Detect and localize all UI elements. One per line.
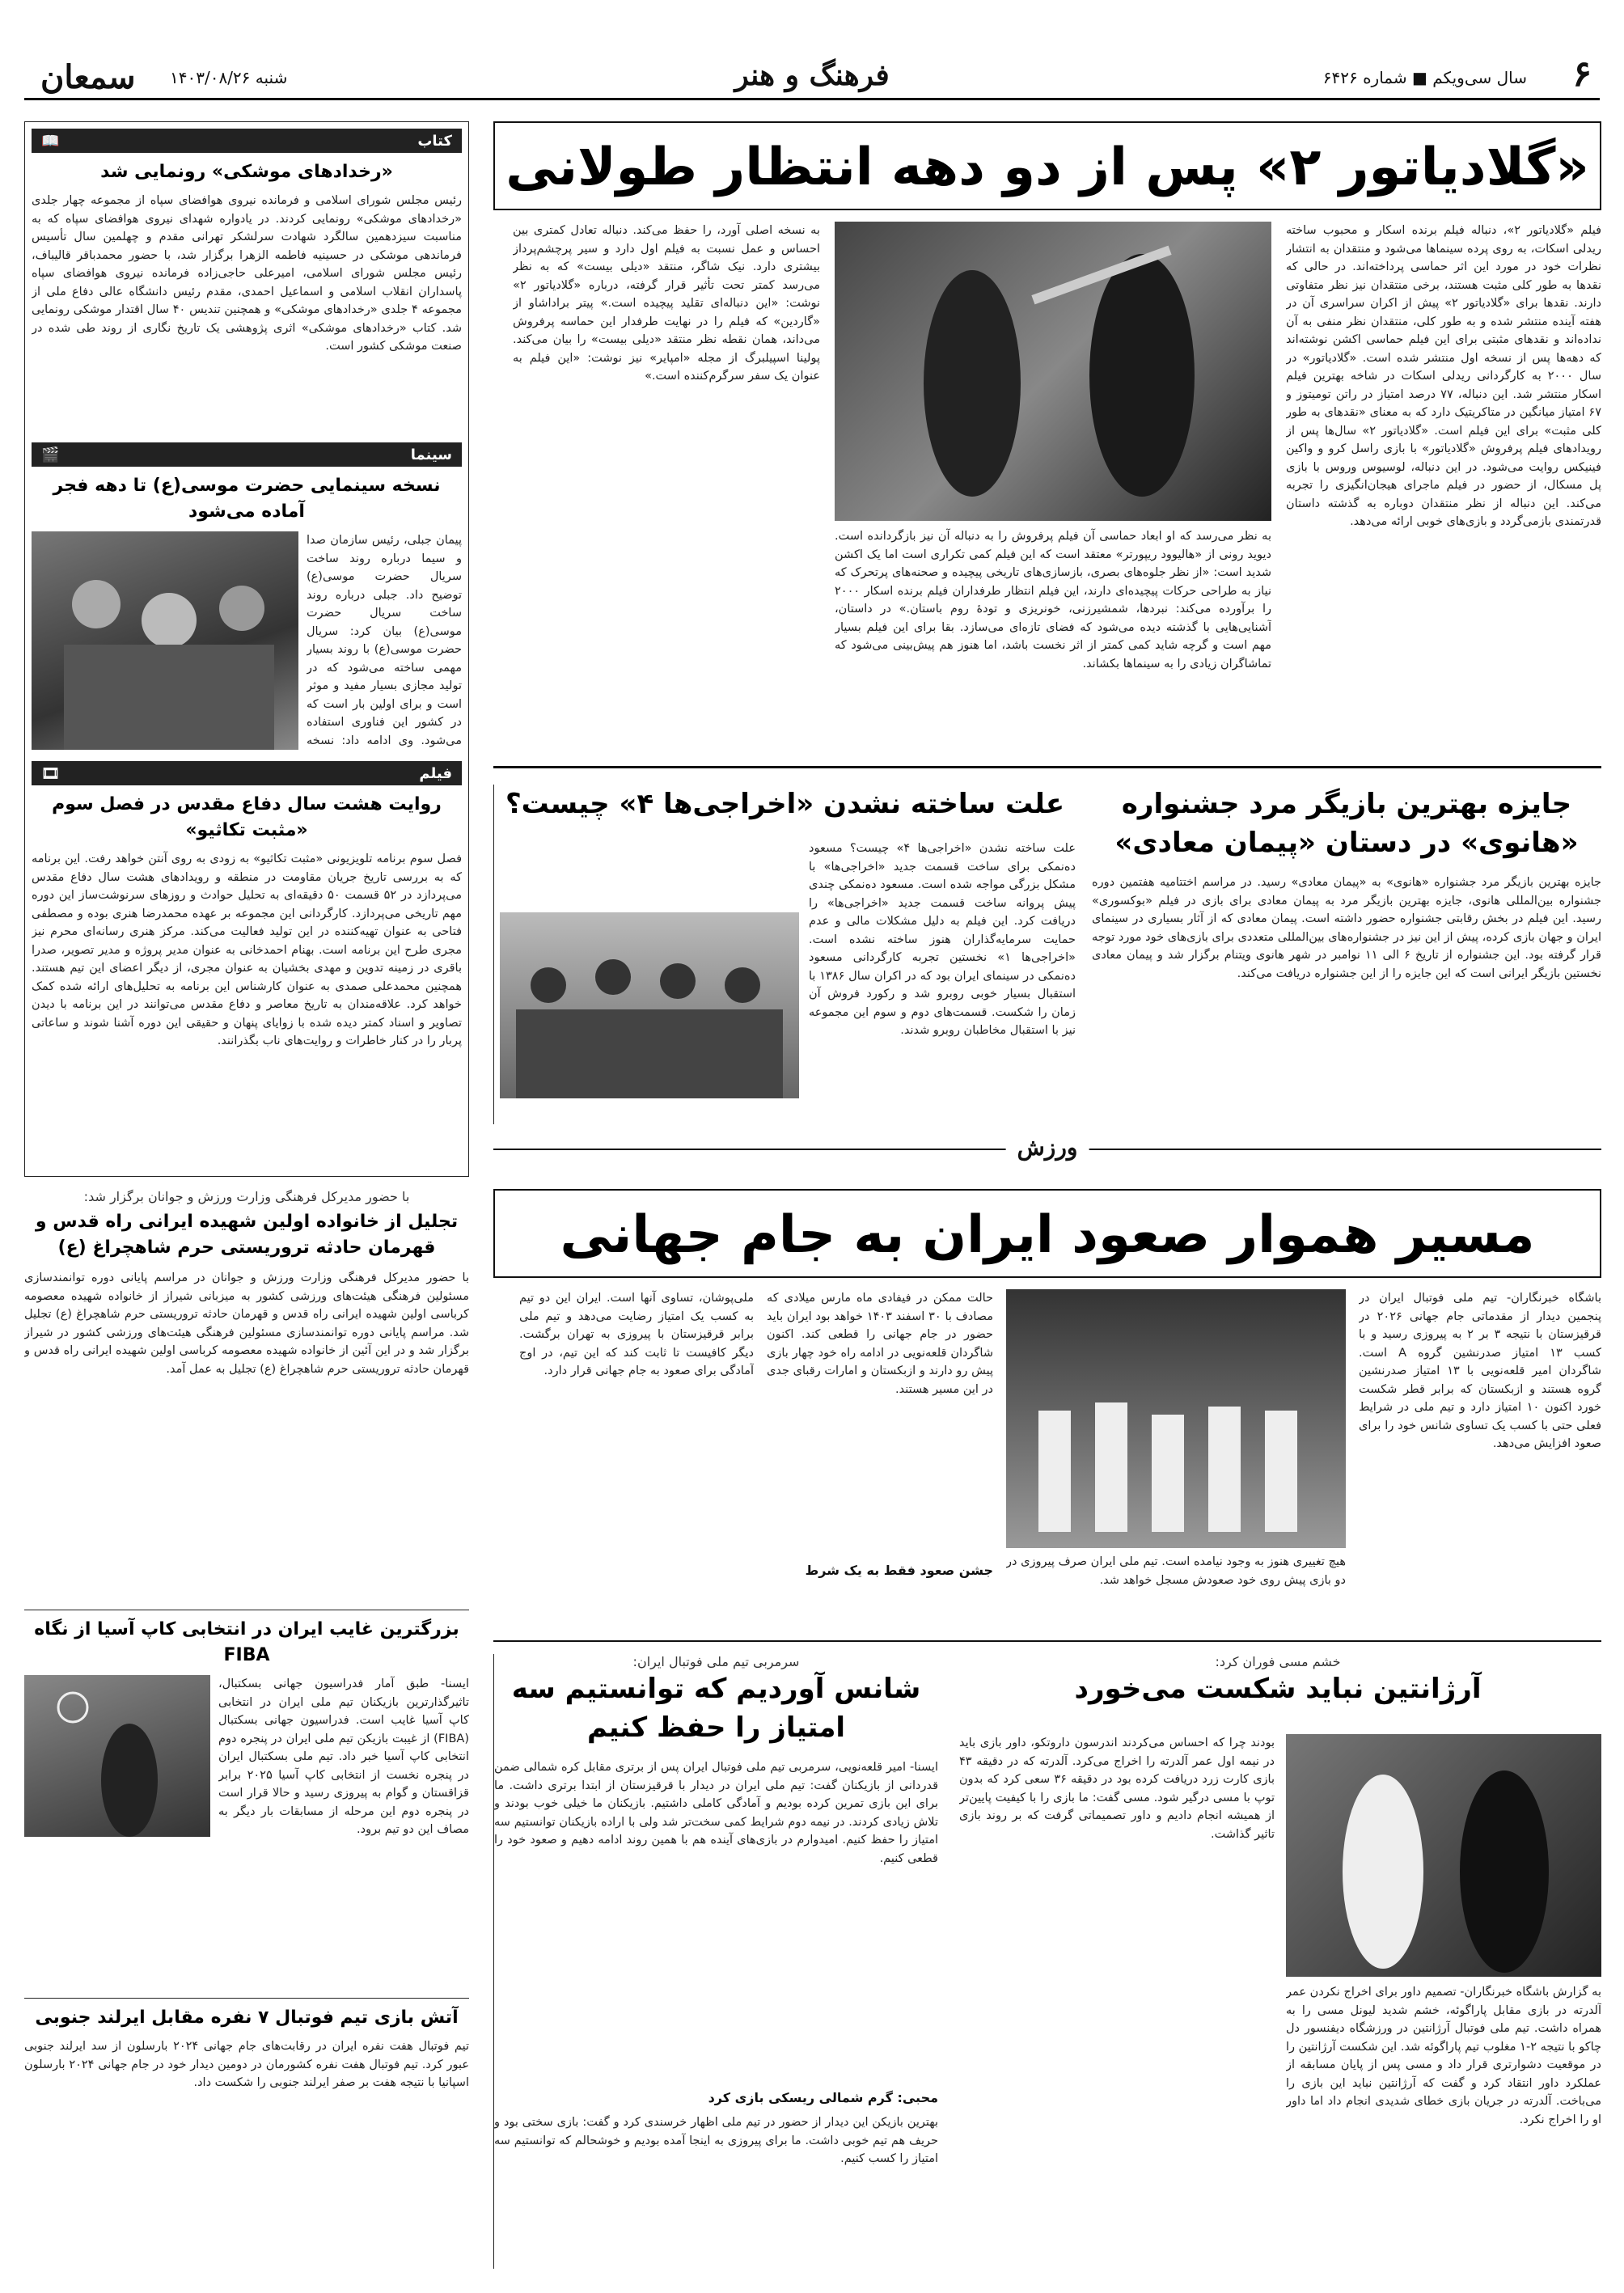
ghalenoei-headline: شانس آوردیم که توانستیم سه امتیاز را حفظ کنیم bbox=[511, 1673, 921, 1744]
section-title: فرهنگ و هنر bbox=[734, 58, 890, 92]
ghalenoei-body: ایسنا- امیر قلعه‌نویی، سرمربی تیم ملی فوتبال ایران پس از برتری مقابل کره شمالی ضمن قدردانی از بازیکنان گفت: تیم ملی ایران در دیدار با قرقیزستان از ابتدا برتری داشت. ما برای این بازی تمرین کرده بودیم و آمادگی کاملی داشتیم. بازیکنان ما خیلی خوب بودند و تلاش زیادی کردند. در نیمه دوم شرایط کمی سخت‌تر شد ولی با اراده بازیکنان توانستیم سه امتیاز را حفظ کنیم. امیدوارم در بازی‌های آینده هم با همین روند ادامه دهیم و صعود خود را قطعی کنیم. bbox=[494, 1761, 938, 1865]
worldcup-caption: هیچ تغییری هنوز به وجود نیامده است. تیم ملی ایران صرف پیروزی در دو بازی پیش روی خود صعودش مسجل خواهد شد. bbox=[1006, 1555, 1346, 1587]
team-silhouettes bbox=[1006, 1289, 1346, 1548]
film-header bbox=[32, 761, 462, 785]
page-header bbox=[24, 50, 1600, 100]
worldcup-subhead: جشن صعود فقط به یک شرط bbox=[805, 1563, 993, 1578]
sports-divider bbox=[493, 1134, 1601, 1173]
sinema-title: نسخه سینمایی حضرت موسی(ع) تا دهه فجر آماده می‌شود bbox=[53, 476, 441, 522]
kitab-header bbox=[32, 129, 462, 153]
messi-referee-photo bbox=[1286, 1734, 1601, 1977]
crowd-illustration bbox=[32, 531, 298, 750]
iran-team-celebration-photo bbox=[1006, 1289, 1346, 1548]
sports-section-label: ورزش bbox=[1006, 1134, 1089, 1161]
argentina-body-2: بودند چرا که احساس می‌کردند اندرسون داروتکو، داور بازی باید در نیمه اول عمر آلدرته را اخراج می‌کرد. آلدرته که در دقیقه ۴۳ بازی کارت زرد دریافت کرده بود در دقیقه ۳۶ سعی کرد که بدون توپ با مسی درگیر شود. مسی گفت: ما بازی را با کیفیت پایین‌تر از همیشه انجام دادیم و داور تصمیماتی گرفت که بر روند بازی تاثیر گذاشت. bbox=[959, 1737, 1275, 1841]
page-number: ۶ bbox=[1572, 53, 1592, 95]
ministry-headline: تجلیل از خانواده اولین شهیده ایرانی راه قدس و قهرمان حادثه تروریستی حرم شاهچراغ (ع) bbox=[35, 1212, 459, 1258]
hanoi-headline: جایزه بهترین بازیگر مرد جشنواره «هانوی» در دستان «پیمان معادی» bbox=[1114, 788, 1579, 859]
worldcup-article bbox=[493, 1189, 1601, 1642]
ekhrajiha-article bbox=[493, 785, 1076, 1124]
ghalenoei-body-2: بهترین بازیکن این دیدار از حضور در تیم ملی اظهار خرسندی کرد و گفت: بازی سختی بود و حریف هم تیم خوبی داشت. ما برای پیروزی به اینجا آمده بودیم و خوشحالم که توانستیم سه امتیاز را کسب کنیم. bbox=[494, 2116, 938, 2165]
gladiator-headline: «گلادیاتور ۲» پس از دو دهه انتظار طولانی bbox=[493, 121, 1601, 210]
gladiator-col-1: فیلم «گلادیاتور ۲»، دنباله فیلم برنده اسکار و محبوب ساخته ریدلی اسکات، به روی پرده سینماها می‌شود و منتقدان به انتشار نظرات خود در مورد این اثر حماسی پرداخته‌اند. در حالی که نقدها به طور کلی مثبت هستند، برخی منتقدان نیز نظر متفاوتی دارند. نقدها برای «گلادیاتور ۲» پیش از اکران سراسری آن در هفته آینده منتشر شده و به طور کلی، منتقدان نظر منفی به آن نداده‌اند و نقدهای مثبتی برای این فیلم حماسی اکشن نوشته‌اند که دهه‌ها پس از نسخه اول منتشر شده است. «گلادیاتور» در سال ۲۰۰۰ به کارگردانی ریدلی اسکات در شاخه بهترین فیلم اسکار منتشر شد. این دنباله، ۷۷ درصد امتیاز در راتن تومیتوز و ۶۷ امتیاز میانگین در متاکریتیک دارد که به معنای «نقدهای به طور کلی مثبت» برای این فیلم است. «گلادیاتور ۲» سال‌ها پس از رویدادهای فیلم پرفروش «گلادیاتور» با بازی راسل کرو و واکین فینیکس روایت می‌شود. در این دنباله، لوسیوس وروس با بازی پل مسکال، از حضور در فیلم ماجرای هیجان‌انگیزی را تجربه می‌کند. این دنباله از نظر منتقدان دوباره به گذشته داستان قدرتمندی بازمی‌گردد و بازی‌های خوبی ارائه می‌دهد. bbox=[1286, 224, 1601, 528]
football7-headline: آتش بازی تیم فوتبال ۷ نفره مقابل ایرلند جنوبی bbox=[35, 2007, 459, 2028]
film-strip-icon: 🎞 bbox=[41, 764, 60, 782]
gladiator-article bbox=[493, 121, 1601, 768]
ghalenoei-kicker: سرمربی تیم ملی فوتبال ایران: bbox=[632, 1654, 800, 1669]
fiba-article bbox=[24, 1610, 469, 1982]
gladiator-col-2: به نظر می‌رسد که او ابعاد حماسی آن فیلم پرفروش را به دنباله آن نیز بازگردانده است. دیوید رونی از «هالیوود ریپورتر» معتقد است که این فیلم کمی تکراری است اما یک اکشن شدید است: «از نظر جلوه‌های بصری، بازسازی‌های تاریخی پیچیده و صحنه‌های پرتحرک که نیاز به طراحی حرکات پیچیده‌ای دارند، این فیلم انتظار طرفداران فیلم برنده اسکار ۲۰۰۰ را برآورده می‌کند: نبردها، شمشیرزنی، خونریزی و تودهٔ روم باستان.» در داستان، آشنایی‌هایی با گذشته دیده می‌شود که فضای تازه‌ای می‌سازد. بقا برای این فیلم بسیار مهم است و گرچه شاید کمی کمتر از اثر نخست باشد، اما هنوز هم پیش‌بینی می‌شود که تماشاگران زیادی را به سینماها بکشاند. bbox=[835, 530, 1271, 671]
film-reel-icon: 🎬 bbox=[41, 446, 60, 463]
ekhrajiha-cast-photo bbox=[500, 912, 799, 1098]
ekhrajiha-body: علت ساخته نشدن «اخراجی‌ها ۴» چیست؟ مسعود ده‌نمکی برای ساخت قسمت جدید «اخراجی‌ها» با مشکل بزرگی مواجه شده است. مسعود ده‌نمکی چندی پیش پروانه ساخت قسمت جدید «اخراجی‌ها» را دریافت کرد. این فیلم به دلیل مشکلات مالی و عدم حمایت سرمایه‌گذاران هنوز ساخته نشده است. «اخراجی‌ها ۱» نخستین تجربه کارگردانی مسعود ده‌نمکی در سینمای ایران بود که در اکران سال ۱۳۸۶ با استقبال بسیار خوبی روبرو شد و رکورد فروش آن زمان را شکست. قسمت‌های دوم و سوم این مجموعه نیز با استقبال مخاطبان روبرو شدند. bbox=[809, 842, 1076, 1037]
hanoi-article bbox=[1092, 785, 1601, 1124]
ekhrajiha-headline: علت ساخته نشدن «اخراجی‌ها ۴» چیست؟ bbox=[505, 788, 1065, 820]
argentina-article bbox=[954, 1654, 1601, 2269]
kitab-title: «رخدادهای موشکی» رونمایی شد bbox=[100, 162, 393, 182]
basketball-player-photo bbox=[24, 1675, 210, 1837]
film-body: فصل سوم برنامه تلویزیونی «مثبت تکاثیو» به زودی به روی آنتن خواهد رفت. این برنامه که به بررسی تاریخ جریان مقاومت در منطقه و رویدادهای هشت سال دفاع مقدس می‌پردازد در ۵۲ قسمت ۵۰ دقیقه‌ای به تحلیل حوادث و روزهای سرنوشت‌ساز این دوره مهم تاریخی می‌پردازد. کارگردانی این مجموعه بر عهده محمدرضا هنری بوده و مصطفی فتاحی به عنوان تهیه‌کننده در این تولید فعالیت می‌کند. مرکز هنری رسانه‌ای محرم نیز مجری طرح این برنامه است. بهنام احمدخانی به عنوان مدیر پروژه و مدیر تصویر، صدرا باقری در زمینه تدوین و مهدی بخشیان به عنوان مجری، از دیگر اعضای این تیم هستند. همچنین محمدعلی صمدی به عنوان کارشناس این برنامه به تحلیل‌های ارائه شده کمک خواهد کرد. علاقه‌مندان به تاریخ معاصر و دفاع مقدس می‌توانند در این برنامه با دیدن تصاویر و اسناد کمتر دیده شده با زوایای پنهان و حقیقی این دوره آشنا شوند و ساعاتی پربار را در کنار خاطرات و روایت‌های ناب بگذرانند. bbox=[32, 852, 462, 1047]
sinema-label: سینما bbox=[410, 446, 452, 463]
kitab-body: رئیس مجلس شورای اسلامی و فرمانده نیروی هوافضای سپاه از مجموعه چهار جلدی «رخدادهای موشکی» رونمایی کردند. در یادواره شهدای نیروی هوافضای سپاه که به مناسبت سیزدهمین سالگرد شهادت سرلشکر تهرانی مقدم و چهلمین سال تأسیس فرماندهی موشکی در حسینیه فاطمه الزهرا برگزار شد، با حضور محمدباقر قالیباف، رئیس مجلس شورای اسلامی، امیرعلی حاجی‌زاده فرمانده نیروی هوافضای سپاه پاسداران انقلاب اسلامی و اسماعیل احمدی، مقدم رئیس دانشگاه عالی دفاع ملی از مجموعه ۴ جلدی «رخدادهای موشکی» و همچنین تندیس ۴۰ سال اقتدار موشکی رونمایی شد. کتاب «رخدادهای موشکی» اثری پژوهشی یک تاریخ نگاری از روند طی شده در صنعت موشکی کشور است. bbox=[32, 194, 462, 353]
gladiator-scene-photo bbox=[835, 222, 1271, 521]
ministry-kicker: با حضور مدیرکل فرهنگی وزارت ورزش و جوانان برگزار شد: bbox=[83, 1189, 410, 1204]
masthead-logo: سمعان bbox=[40, 58, 136, 96]
worldcup-headline: مسیر هموار صعود ایران به جام جهانی bbox=[493, 1189, 1601, 1278]
kitab-label: کتاب bbox=[417, 132, 452, 150]
gladiator-silhouettes bbox=[835, 222, 1271, 521]
book-icon: 📖 bbox=[41, 132, 60, 150]
football7-article bbox=[24, 1998, 469, 2265]
sinema-header bbox=[32, 442, 462, 467]
cast-figures bbox=[500, 912, 799, 1098]
film-title: روایت هشت سال دفاع مقدس در فصل سوم «مثبت تکاثیو» bbox=[52, 794, 442, 840]
ghalenoei-subhead: محبی: گرم شمالی ریسکی بازی کرد bbox=[708, 2090, 938, 2105]
messi-silhouettes bbox=[1286, 1734, 1601, 1977]
ghalenoei-article bbox=[493, 1654, 938, 2269]
ministry-body: با حضور مدیرکل فرهنگی وزارت ورزش و جوانان در مراسم پایانی دوره توانمندسازی مسئولین فرهنگی هیئت‌های ورزشی کشور به میزبانی شیراز از خانواده شهیده معصومه کرباسی اولین شهیده ایرانی راه قدس و قهرمان حادثه تروریستی حرم شاهچراغ (ع) تجلیل شد. مراسم پایانی دوره توانمندسازی مسئولین فرهنگی هیئت‌های ورزشی کشور در شیراز برگزار شد و در این آئین از خانواده شهیده معصومه کرباسی اولین شهیده ایرانی راه قدس و قهرمان حادثه تروریستی حرم شاهچراغ (ع) تجلیل به عمل آمد. bbox=[24, 1271, 469, 1376]
moses-series-photo bbox=[32, 531, 298, 750]
argentina-kicker: خشم مسی فوران کرد: bbox=[1215, 1654, 1341, 1669]
fiba-headline: بزرگترین غایب ایران در انتخابی کاپ آسیا از نگاه FIBA bbox=[34, 1619, 459, 1665]
fiba-body: ایسنا- طبق آمار فدراسیون جهانی بسکتبال، تاثیرگذارترین بازیکنان تیم ملی ایران در انتخابی کاپ آسیا غایب است. فدراسیون جهانی بسکتبال (FIBA) از غیبت بازیکن تیم ملی ایران در پنجره دوم انتخابی کاپ آسیا خبر داد. تیم ملی بسکتبال ایران در پنجره نخست از انتخابی کاپ آسیا ۲۰۲۵ برابر قزاقستان و گوام به پیروزی رسید و حالا قرار است در پنجره دوم این مرحله از مسابقات بار دیگر به مصاف این دو تیم برود. bbox=[218, 1677, 469, 1836]
ministry-article bbox=[24, 1189, 469, 1610]
argentina-body: به گزارش باشگاه خبرنگاران- تصمیم داور برای اخراج نکردن عمر آلدرته در بازی مقابل پاراگوئه، خشم شدید لیونل مسی را به همراه داشت. تیم ملی فوتبال آرژانتین در ورزشگاه دیفنسور دل چاکو با نتیجه ۲-۱ مغلوب تیم پاراگوئه شد. این شکست آرژانتین را در موقعیت دشوارتری قرار داد و مسی پس از پایان مسابقه از عملکرد داور انتقاد کرد و گفت که آرژانتین نباید این بازی را می‌باخت. آلدرته در جریان بازی خطای شدیدی انجام داد اما داور او را اخراج نکرد. bbox=[1286, 1986, 1601, 2126]
sinema-body: پیمان جبلی، رئیس سازمان صدا و سیما درباره روند ساخت سریال حضرت موسی(ع) توضیح داد. جبلی درباره روند ساخت سریال حضرت موسی(ع) بیان کرد: سریال حضرت موسی(ع) با روند بسیار مهمی ساخته می‌شود که در تولید مجازی بسیار مفید و موثر است و برای اولین بار است که در کشور این فناوری استفاده می‌شود. وی ادامه داد: نسخه bbox=[307, 534, 462, 747]
worldcup-col-1: باشگاه خبرنگاران- تیم ملی فوتبال ایران در پنجمین دیدار از مقدماتی جام جهانی ۲۰۲۶ در قرقیزستان با نتیجه ۳ بر ۲ به پیروزی رسید و با کسب ۱۳ امتیاز صدرنشین گروه A است. شاگردان امیر قلعه‌نویی با ۱۳ امتیاز صدرنشین گروه هستند و ازبکستان که برابر قطر شکست خورد اکنون ۱۰ امتیاز دارد و تیم ملی در شرایط فعلی حتی با کسب یک تساوی شانس خود را برای صعود افزایش می‌دهد. bbox=[1359, 1292, 1601, 1450]
hanoi-body: جایزه بهترین بازیگر مرد جشنواره «هانوی» به «پیمان معادی» رسید. در مراسم اختتامیه هفتمین دوره جشنواره بین‌المللی هانوی، جایزه بهترین بازیگر مرد به پیمان معادی برای بازی در فیلم «بوکسوری» رسید. این فیلم در بخش رقابتی جشنواره حضور داشته است. پیمان معادی که از آثار بسیاری در سینمای ایران و جهان بازی کرده، پیش از این نیز در جشنواره‌های بین‌المللی متعددی برای بازی‌های خود مورد توجه قرار گرفته بود. این جشنواره از تاریخ ۶ الی ۱۱ نوامبر در شهر هانوی ویتنام برگزار شد و پیمان معادی نخستین بازیگر ایرانی است که این جایزه را از این جشنواره دریافت می‌کند. bbox=[1092, 876, 1601, 980]
basketball-silhouette bbox=[24, 1675, 210, 1837]
football7-body: تیم فوتبال هفت نفره ایران در رقابت‌های جام جهانی ۲۰۲۴ بارسلون از سد ایرلند جنوبی عبور کرد. تیم فوتبال هفت نفره کشورمان در دومین دیدار خود در جام جهانی ۲۰۲۴ بارسلون اسپانیا با نتیجه هفت بر صفر ایرلند جنوبی را شکست داد. bbox=[24, 2040, 469, 2089]
gladiator-col-3: به نسخه اصلی آورد، را حفظ می‌کند. دنباله تعادل کمتری بین احساس و عمل نسبت به فیلم اول دارد و سیر پرچشم‌پرداز بیشتری دارد. نیک شاگر، منتقد «دیلی بیست» که به نظر می‌رسد کمتر تحت تأثیر قرار گرفته، درباره «گلادیاتور ۲» نوشت: «این دنباله‌ای تقلید پیچیده است.» پیتر براداشاو از «گاردین» که فیلم را در نهایت طرفدار این حماسه پرفروش می‌داند، همان نقطه نظر منتقد «دیلی بیست» را بیان می‌کند. پولینا اسپیلبرگ از مجله «امپایر» نیز نوشت: «این فیلم به عنوان یک سفر سرگرم‌کننده است.» bbox=[513, 224, 820, 383]
left-sidebar bbox=[24, 121, 469, 1177]
issue-number: سال سی‌ویکم ■ شماره ۶۴۲۶ bbox=[1322, 68, 1527, 87]
issue-date: شنبه ۱۴۰۳/۰۸/۲۶ bbox=[170, 68, 288, 87]
worldcup-col-2: حالت ممکن در فیفادی ماه مارس میلادی که مصادف با ۳۰ اسفند ۱۴۰۳ خواهد بود ایران باید حضور در جام جهانی را قطعی کند. اکنون شاگردان قلعه‌نویی در ادامه راه خود چهار بازی پیش رو دارند و ازبکستان و امارات رقبای جدی در این مسیر هستند. bbox=[767, 1292, 993, 1396]
worldcup-col-3: ملی‌پوشان، تساوی آنها است. ایران این دو تیم به کسب یک امتیاز رضایت می‌دهد و تیم ملی برابر قرقیزستان با پیروزی به تهران برگشت. دیگر کافیست تا ثابت کند که این تیم، در اوج آمادگی برای صعود به جام جهانی قرار دارد. bbox=[519, 1292, 754, 1377]
argentina-headline: آرژانتین نباید شکست می‌خورد bbox=[1074, 1673, 1482, 1705]
film-label: فیلم bbox=[419, 764, 452, 782]
